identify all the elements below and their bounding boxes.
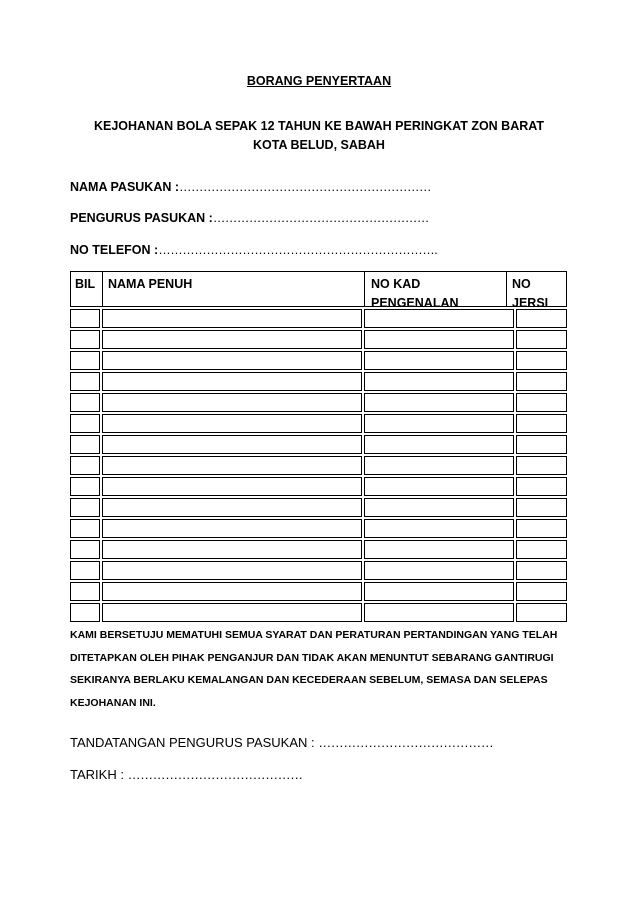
table-row [70, 498, 567, 517]
no-jersi-cell[interactable] [516, 540, 567, 559]
team-manager-blank[interactable]: ……………………………………………… [212, 211, 429, 225]
nama-penuh-cell[interactable] [102, 309, 362, 328]
signature-label: TANDATANGAN PENGURUS PASUKAN : [70, 735, 315, 750]
no-jersi-cell[interactable] [516, 309, 567, 328]
no-jersi-cell[interactable] [516, 330, 567, 349]
no-kad-cell[interactable] [364, 330, 514, 349]
nama-penuh-cell[interactable] [102, 603, 362, 622]
bil-cell[interactable] [70, 435, 100, 454]
no-jersi-cell[interactable] [516, 561, 567, 580]
table-row [70, 414, 567, 433]
no-kad-cell[interactable] [364, 435, 514, 454]
header-divider [102, 272, 103, 306]
date-field[interactable] [70, 767, 303, 782]
no-kad-cell[interactable] [364, 603, 514, 622]
no-kad-cell[interactable] [364, 519, 514, 538]
bil-cell[interactable] [70, 414, 100, 433]
no-kad-cell[interactable] [364, 414, 514, 433]
no-jersi-cell[interactable] [516, 456, 567, 475]
bil-cell[interactable] [70, 372, 100, 391]
table-row [70, 372, 567, 391]
nama-penuh-cell[interactable] [102, 393, 362, 412]
team-manager-field[interactable] [70, 211, 429, 225]
no-jersi-cell[interactable] [516, 498, 567, 517]
nama-penuh-cell[interactable] [102, 498, 362, 517]
no-kad-cell[interactable] [364, 540, 514, 559]
nama-penuh-cell[interactable] [102, 351, 362, 370]
nama-penuh-cell[interactable] [102, 519, 362, 538]
no-jersi-cell[interactable] [516, 603, 567, 622]
team-manager-label: PENGURUS PASUKAN : [70, 211, 213, 225]
team-name-label: NAMA PASUKAN : [70, 180, 180, 194]
table-row [70, 519, 567, 538]
phone-field[interactable] [70, 243, 437, 257]
signature-blank[interactable]: …………………………………… [318, 735, 494, 750]
nama-penuh-cell[interactable] [102, 372, 362, 391]
bil-cell[interactable] [70, 498, 100, 517]
bil-cell[interactable] [70, 456, 100, 475]
table-row [70, 582, 567, 601]
bil-cell[interactable] [70, 603, 100, 622]
form-title: BORANG PENYERTAAN [246, 74, 392, 88]
header-no-jersi: NO JERSI [512, 277, 549, 310]
bil-cell[interactable] [70, 351, 100, 370]
header-divider [506, 272, 507, 306]
table-row [70, 456, 567, 475]
table-row [70, 561, 567, 580]
team-name-field[interactable] [70, 180, 431, 194]
bil-cell[interactable] [70, 582, 100, 601]
no-kad-cell[interactable] [364, 561, 514, 580]
header-no-kad: NO KAD PENGENALAN [371, 277, 459, 310]
no-kad-cell[interactable] [364, 456, 514, 475]
team-name-blank[interactable]: ……………………………………………………… [179, 180, 432, 194]
table-row [70, 309, 567, 328]
nama-penuh-cell[interactable] [102, 561, 362, 580]
bil-cell[interactable] [70, 519, 100, 538]
nama-penuh-cell[interactable] [102, 456, 362, 475]
date-label: TARIKH : [70, 767, 124, 782]
no-jersi-cell[interactable] [516, 372, 567, 391]
table-row [70, 393, 567, 412]
no-jersi-cell[interactable] [516, 435, 567, 454]
table-header [70, 271, 567, 310]
no-kad-cell[interactable] [364, 351, 514, 370]
nama-penuh-cell[interactable] [102, 414, 362, 433]
no-kad-cell[interactable] [364, 372, 514, 391]
table-row [70, 351, 567, 370]
nama-penuh-cell[interactable] [102, 477, 362, 496]
phone-label: NO TELEFON : [70, 243, 159, 257]
header-bil: BIL [75, 277, 96, 291]
no-kad-cell[interactable] [364, 393, 514, 412]
no-jersi-cell[interactable] [516, 414, 567, 433]
header-nama-penuh: NAMA PENUH [108, 277, 193, 291]
form-subtitle: KEJOHANAN BOLA SEPAK 12 TAHUN KE BAWAH PERINGKAT ZON BARAT KOTA BELUD, SABAH [93, 119, 545, 152]
no-jersi-cell[interactable] [516, 477, 567, 496]
manager-signature-field[interactable] [70, 735, 493, 750]
table-row [70, 330, 567, 349]
no-jersi-cell[interactable] [516, 393, 567, 412]
player-table [70, 271, 567, 622]
no-kad-cell[interactable] [364, 582, 514, 601]
nama-penuh-cell[interactable] [102, 330, 362, 349]
table-row [70, 477, 567, 496]
table-row [70, 603, 567, 622]
bil-cell[interactable] [70, 561, 100, 580]
bil-cell[interactable] [70, 309, 100, 328]
no-jersi-cell[interactable] [516, 519, 567, 538]
bil-cell[interactable] [70, 393, 100, 412]
no-jersi-cell[interactable] [516, 582, 567, 601]
header-divider [364, 272, 365, 306]
nama-penuh-cell[interactable] [102, 540, 362, 559]
table-row [70, 435, 567, 454]
nama-penuh-cell[interactable] [102, 435, 362, 454]
nama-penuh-cell[interactable] [102, 582, 362, 601]
table-body [70, 309, 567, 622]
bil-cell[interactable] [70, 330, 100, 349]
phone-blank[interactable]: ……………………………………………………………. [158, 243, 438, 257]
agreement-statement: KAMI BERSETUJU MEMATUHI SEMUA SYARAT DAN PERATURAN PERTANDINGAN YANG TELAH DITETAPKAN OLEH PIHAK PENGANJUR DAN TIDAK AKAN MENUNTUT SEBARANG GANTIRUGI SEKIRANYA BERLAKU KEMALANGAN DAN KECEDERAAN SEBELUM, SEMASA DAN SELEPAS KEJOHANAN INI. [70, 629, 558, 709]
no-kad-cell[interactable] [364, 309, 514, 328]
no-jersi-cell[interactable] [516, 351, 567, 370]
date-blank[interactable]: …………………………………… [127, 767, 303, 782]
no-kad-cell[interactable] [364, 498, 514, 517]
no-kad-cell[interactable] [364, 477, 514, 496]
table-row [70, 540, 567, 559]
bil-cell[interactable] [70, 540, 100, 559]
bil-cell[interactable] [70, 477, 100, 496]
